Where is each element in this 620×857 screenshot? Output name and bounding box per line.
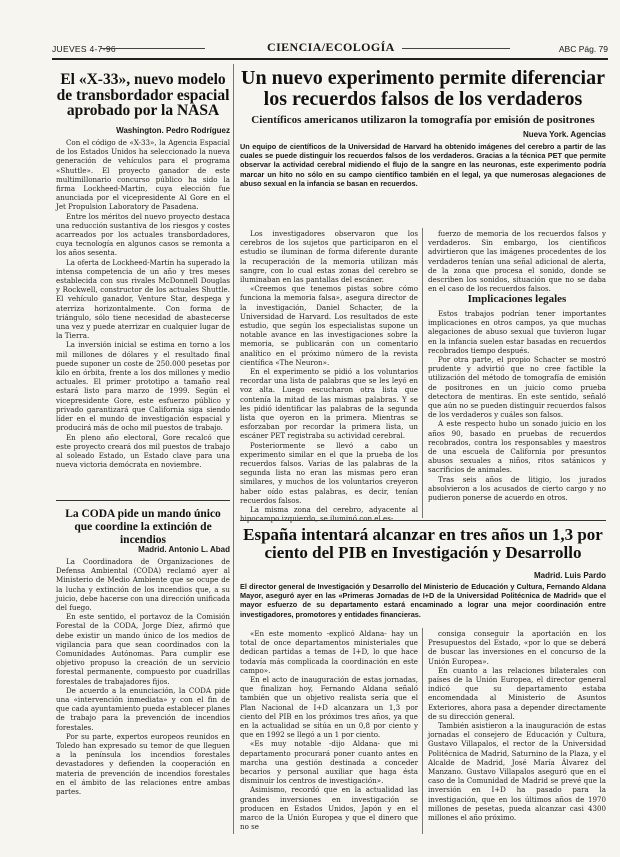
header-rule [52,58,608,60]
paragraph: La inversión inicial se estima en torno a los mil millones de dólares y el resultado final puede suponer un coste de 250.000 pesetas por kilo en órbita, frente a los dos millones y medio actuales. El primer prototipo a tamaño real estará listo para marzo de 1999. Según el vicepresidente Gore, este esfuerzo público y privado garantizará que California siga siendo líder en el mundo de investigación espacial y producirá más de ocho mil puestos de trabajo. [56,340,230,433]
paragraph: fuerzo de memoria de los recuerdos falsos y verdaderos. Sin embargo, los científicos advirtieron que las imágenes procedentes de los verdaderos tenían una señal adicional de alerta, de la zona que procesa el sonido, donde se describen los sonidos, situación que no se daba en el caso de los recuerdos falsos. [428,229,606,294]
paragraph: Por otra parte, el propio Schacter se mostró prudente y advirtió que no cree factible la utilización del método de tomografía de emisión de positrones en un juicio como prueba detectora de mentiras. En este sentido, señaló que aún no se pueden distinguir recuerdos falsos de los verdaderos y cuáles son falsos. [428,355,606,420]
paragraph: Por su parte, expertos europeos reunidos en Toledo han expresado su temor de que lleguen a la península los incendios forestales devastadores y defienden la cooperación en materia de prevención de incendios forestales en el ámbito de las relaciones entre ambas partes. [56,731,230,797]
paragraph: Asimismo, recordó que en la actualidad las grandes inversiones en investigación se producen en Estados Unidos, Japón y en el marco de la Unión Europea y que el dinero que no se [240,785,418,832]
header-rule-right [402,48,510,49]
byline-x33: Washington. Pedro Rodríguez [116,126,230,135]
paragraph: Posteriormente se llevó a cabo un experimento similar en el que la prueba de los recuerdos falsos. Varias de las palabras de la segunda lista no eran las mismas pero eran similares, y muchos de los voluntarios creyeron haber oído estas palabras, es decir, tenían recuerdos falsos. [240,440,418,505]
paragraph: En pleno año electoral, Gore recalcó que este proyecto creará dos mil puestos de trabajo al soleado Estado, un Estado clave para una nueva victoria demócrata en noviembre. [56,432,230,470]
paragraph: En el experimento se pidió a los voluntarios recordar una lista de palabras que se les leyó en voz alta. Luego escucharon otra lista que contenía la mitad de las mismas palabras. Y se les pidió identificar las palabras de la segunda lista que oyeron en la primera. Mientras se esforzaban por recordar la primera lista, un escáner PET registraba su actividad cerebral. [240,367,418,441]
article-separator [56,500,230,501]
body-coda [56,557,230,834]
paragraph: Con el código de «X-33», la Agencia Espacial de los Estados Unidos ha seleccionado la nueva generación de vehículos para el programa «Shuttle». El proyecto ganador de este multimillonario concurso público ha sido la firma Lockheed-Martin, cuya elección fue anunciada por el vicepresidente Al Gore en el Jet Propulsion Laboratory de Pasadena. [56,138,230,212]
column-divider [422,228,423,518]
section-title: CIENCIA/ECOLOGÍA [267,40,395,54]
paragraph: En el acto de inauguración de estas jornadas, que finalizan hoy, Fernando Aldana señaló también que un objetivo realista sería que el Plan Nacional de I+D alcanzara un 1,3 por ciento del PIB en los próximos tres años, ya que en la actualidad se sitúa en un 0,8 por ciento y que en 1992 se llegó a un 1 por ciento. [240,675,418,740]
paragraph: Entre los méritos del nuevo proyecto destaca una reducción sustantiva de los riesgos y costes acarreados por los actuales transbordadores, cuya tecnología en algunos casos se remonta a los años sesenta. [56,211,230,258]
headline-coda: La CODA pide un mando único que coordine la extinción de incendios [65,508,221,547]
paragraph: A este respecto hubo un sonado juicio en los años 90, basado en pruebas de recuerdos recobrados, contra los responsables y maestros de una escuela de California por presuntos abusos sexuales a niños, ritos satánicos y sacrificios de animales. [428,419,606,475]
body-memory-legal [428,309,606,517]
paragraph: En este sentido, el portavoz de la Comisión Forestal de la CODA, Jorge Díez, afirmó que debe existir un mando único de los medios de vigilancia para que sean coordinados con la Comunidades Autónomas. Para cumplir ese objetivo propuso la creación de un servicio forestal permanente, compuesto por cuadrillas forestales de trabajadores fijos. [56,612,230,686]
body-spain-col1 [240,629,418,834]
paragraph: La Coordinadora de Organizaciones de Defensa Ambiental (CODA) reclamó ayer al Ministerio de Medio Ambiente que se ocupe de la lucha y extinción de los incendios que, a su juicio, debe hacerse con una dirección unificada del fuego. [56,557,230,613]
lead-spain: El director general de Investigación y Desarrollo del Ministerio de Educación y Cultura, Fernando Aldana Mayor, aseguró ayer en las «Primeras Jornadas de I+D de la Universidad Politécnica de Madrid» que el mayor esfuerzo de su departamento estará encaminado a lograr una mejor coordinación entre investigadores, promotores y entidades financieras. [240,582,606,619]
paragraph: En cuanto a las relaciones bilaterales con países de la Unión Europea, el director general indicó que su departamento estaba encomendada al Ministerio de Asuntos Exteriores, ahora pasa a depender directamente de su dirección general. [428,665,606,721]
page-header [52,38,608,60]
column-divider [422,628,423,834]
headline-memory: Un nuevo experimento permite diferenciar los recuerdos falsos de los verdaderos [241,67,605,110]
paragraph: De acuerdo a la enunciación, la CODA pide una «intervención inmediata» y con el fin de que cada ayuntamiento pueda establecer planes de trabajo para la prevención de incendios forestales. [56,685,230,732]
byline-coda: Madrid. Antonio L. Abad [138,545,230,554]
paragraph: Tras seis años de litigio, los jurados absolvieron a los acusados de cierto cargo y no pudieron ponerse de acuerdo en otros. [428,474,606,503]
paragraph: La oferta de Lockheed-Martin ha superado la intensa competencia de un año y tres meses establecida con sus rivales McDonnell Douglas y Rockwell, constructor de los actuales Shuttle. El vehículo ganador, Venture Star, despega y aterriza horizontalmente. Con forma de triángulo, sólo tiene necesidad de abastecerse una vez y puede aterrizar en cualquier lugar de la Tierra. [56,257,230,341]
article-separator [240,520,606,521]
paragraph: «Es muy notable -dijo Aldana- que mi departamento procurará poner cuanto antes en marcha una gestión destinada a conceder becarios y personal auxiliar que haga ésta disminuir los centros de investigación». [240,739,418,786]
byline-spain: Madrid. Luis Pardo [533,571,606,580]
paragraph: Estos trabajos podrían tener importantes implicaciones en otros campos, ya que muchas alegaciones de abuso sexual que tuvieron lugar en la infancia suelen estar basadas en recuerdos recobrados tiempo después. [428,309,606,355]
paragraph: La misma zona del cerebro, adyacente al hipocampo izquierdo, se iluminó con el es- [240,505,418,524]
lead-memory: Un equipo de científicos de la Universidad de Harvard ha obtenido imágenes del cerebro a partir de las cuales se puede distinguir los recuerdos falsos de los verdaderos. Gracias a la técnica PET que permite observar la actividad cerebral midiendo el flujo de la sangre en las neuronas, este experimento podría marcar un hito no sólo en su campo científico también en el legal, ya que numerosas alegaciones de abuso sexual en la infancia se basan en recuerdos. [240,142,606,188]
body-spain-col2 [428,629,606,834]
body-memory-col1 [240,229,418,524]
paragraph: «En este momento -explicó Aldana- hay un total de once departamentos ministeriales que dedican partidas a temas de I+D, lo que hace todavía más complicada la coordinación en este campo». [240,629,418,675]
headline-x33: El «X-33», nuevo modelo de transbordador espacial aprobado por la NASA [56,71,230,119]
column-divider [233,64,234,834]
header-rule-left [100,48,205,49]
byline-memory: Nueva York. Agencias [523,130,606,139]
subsection-heading: Implicaciones legales [467,293,567,305]
paragraph: «Creemos que tenemos pistas sobre cómo funciona la memoria falsa», asegura director de la investigación, Daniel Schacter, de la Universidad de Harvard. Los resultados de este estudio, que según los especialistas supone un notable avance en las investigaciones sobre la memoria, se publicarán con un comentario analítico en el próximo número de la revista científica «The Neuron». [240,284,418,367]
paragraph: También asistieron a la inauguración de estas jornadas el consejero de Educación y Cultura, Gustavo Villapalos, el rector de la Universidad Politécnica de Madrid, Saturnino de la Plaza, y el Alcalde de Madrid, José María Álvarez del Manzano. Gustavo Villapalos aseguró que en el caso de la Comunidad de Madrid se prevé que la inversión en I+D ha pasado para la investigación, que en los últimos años de 1970 millones de pesetas, pueda alcanzar casi 4300 millones el año próximo. [428,721,606,823]
paragraph: Los investigadores observaron que los cerebros de los sujetos que participaron en el estudio se iluminan de forma diferente durante la recuperación de la memoria utilizan más sangre, con lo cual estas zonas del cerebro se iluminaban en las pantallas del escáner. [240,229,418,285]
issue-date: JUEVES 4-7-96 [52,44,116,54]
subheadline-memory: Científicos americanos utilizaron la tomografía por emisión de positrones [251,114,595,126]
page-number: ABC Pág. 79 [558,44,608,54]
headline-spain: España intentará alcanzar en tres años un 1,3 por ciento del PIB en Investigación y Desarrollo [243,525,603,563]
body-x33 [56,138,230,498]
body-memory-col2 [428,229,606,294]
paragraph: consiga conseguir la aportación en los Presupuestos del Estado, «por lo que se deberá de buscar las inversiones en el concurso de la Unión Europea». [428,629,606,666]
